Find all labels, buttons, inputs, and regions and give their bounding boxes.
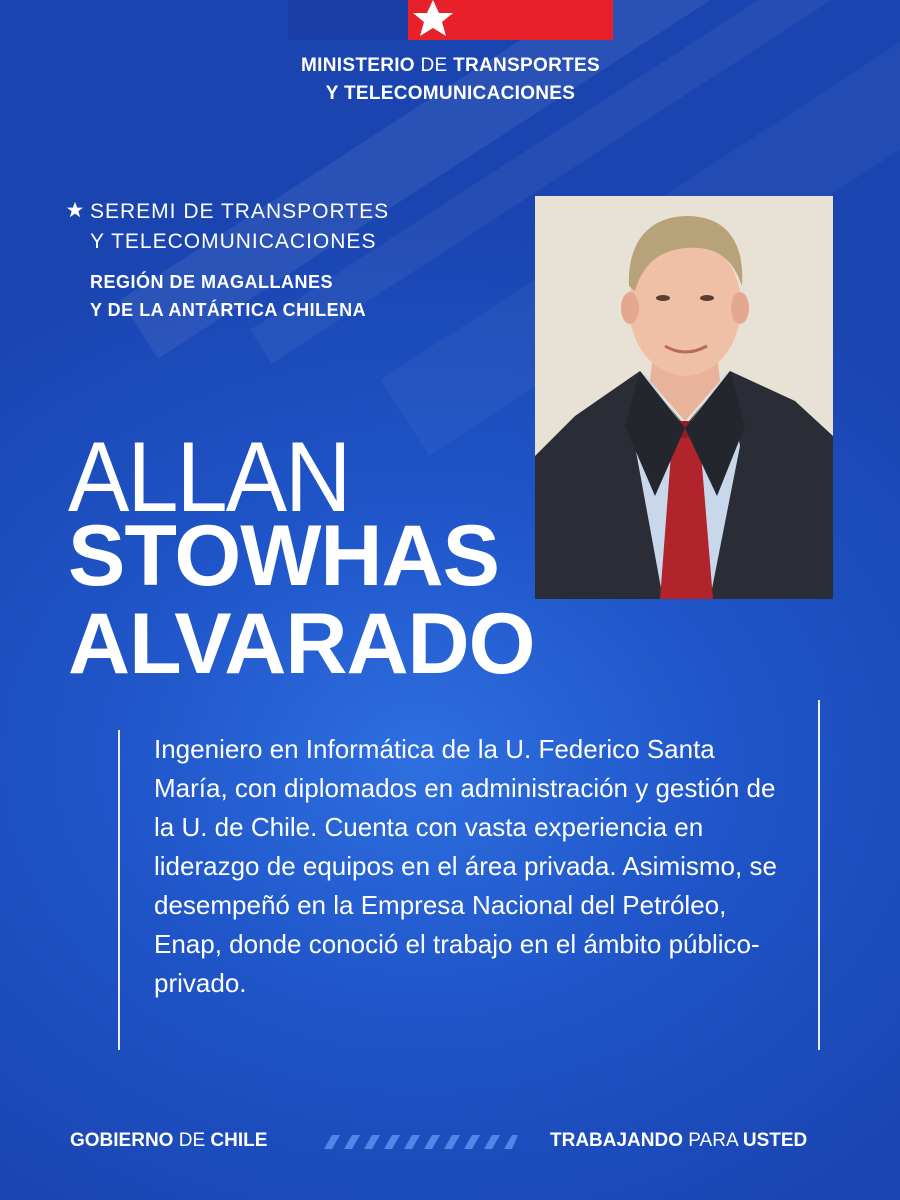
footer-word: TRABAJANDO [550, 1130, 683, 1151]
footer-dashes-decoration [318, 1135, 518, 1149]
footer-word: USTED [742, 1130, 808, 1151]
footer-word: DE [178, 1130, 206, 1151]
bio-right-divider [818, 700, 820, 1050]
chile-flag-emblem [288, 0, 613, 40]
seremi-line2: Y TELECOMUNICACIONES [90, 230, 377, 253]
ministry-word: TRANSPORTES [453, 55, 600, 76]
bio-block [118, 700, 820, 1050]
footer-slogan [550, 1130, 807, 1152]
person-last-name [68, 508, 535, 692]
person-last-name-1: STOWHAS [68, 508, 499, 604]
star-icon [66, 201, 84, 219]
region-line1: REGIÓN DE MAGALLANES [90, 272, 334, 292]
seremi-line1: SEREMI DE TRANSPORTES [90, 200, 390, 223]
region-title [90, 268, 366, 324]
ministry-logotype [288, 52, 613, 108]
ministry-word: MINISTERIO [301, 55, 415, 76]
footer-word: GOBIERNO [70, 1130, 174, 1151]
ministry-word: DE [420, 55, 448, 76]
footer-word: CHILE [210, 1130, 268, 1151]
bio-left-divider [118, 730, 120, 1050]
person-bio: Ingeniero en Informática de la U. Federico Santa María, con diplomados en administración y gestión de la U. de Chile. Cuenta con vasta experiencia en liderazgo de equipos en el área privada. Asimismo, se desempeñó en la Empresa Nacional del Petróleo, Enap, donde conoció el trabajo en el ámbito público-privado. [154, 734, 777, 998]
person-last-name-2: ALVARADO [68, 596, 535, 692]
person-first-name: ALLAN [68, 422, 350, 533]
footer-government [70, 1130, 267, 1152]
portrait-photo [535, 196, 833, 599]
region-line2: Y DE LA ANTÁRTICA CHILENA [90, 300, 367, 320]
footer-word: PARA [688, 1130, 738, 1151]
seremi-title [66, 197, 389, 257]
ministry-line2: Y TELECOMUNICACIONES [325, 83, 576, 104]
